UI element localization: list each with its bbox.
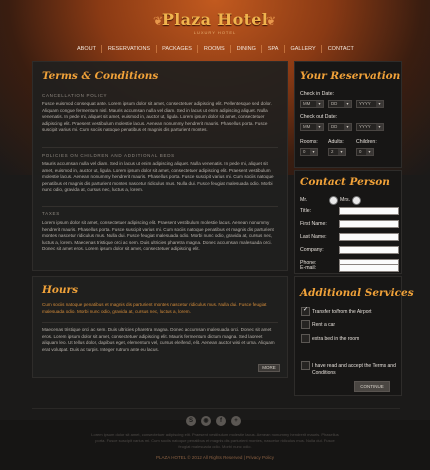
mr-radio[interactable] xyxy=(329,196,338,205)
divider xyxy=(42,206,278,207)
hours-text: Maecenas tristique orci ac sem. Duis ultricies pharetra magna. Donec accumsan malesuada orci. Donec sit amet eros. Lorem ipsum dolor sit amet, consectetuer adipiscing elit. Mauris fermentum dictum magna. Sed laoreet aliquam leo. Ut tellus dolor, dapibus eget, elementum vel, cursus eleifend, elit. Aenean auctor wisi et urna. Aliquam erat volutpat. Duis ac turpis. Integer rutrum ante eu lacus. xyxy=(42,327,275,352)
company-input[interactable] xyxy=(339,246,399,254)
chevron-down-icon: ▼ xyxy=(317,102,322,106)
children-select[interactable] xyxy=(356,148,374,156)
hours-accent-text: Cum sociis natoque penatibus et magnis dis parturient montes nascetur ridiculus mus. Nulla dui. Fusce feugiat malesuada odio. Morbi nunc odio, gravida at, cursus nec, luctus a, lorem. xyxy=(42,302,267,314)
flourish-left-icon: ❦ xyxy=(153,14,164,28)
mrs-radio[interactable] xyxy=(352,196,361,205)
phone-label: Phone: xyxy=(300,260,317,266)
divider xyxy=(42,322,278,323)
nav-separator xyxy=(321,45,322,53)
continue-button[interactable]: CONTINUE xyxy=(354,381,390,392)
hours-title: Hours xyxy=(42,284,79,296)
extra-bed-checkbox[interactable] xyxy=(301,334,310,343)
nav-dining[interactable]: DINING xyxy=(236,46,256,52)
title-label: Title: xyxy=(300,208,312,214)
chevron-down-icon: ▼ xyxy=(377,102,382,106)
nav-about[interactable]: ABOUT xyxy=(77,46,96,52)
flourish-right-icon: ❦ xyxy=(266,14,277,28)
checkout-label: Check out Date: xyxy=(300,114,338,120)
email-label: E-mail: xyxy=(300,265,317,271)
nav-rooms[interactable]: ROOMS xyxy=(203,46,225,52)
chevron-down-icon: ▼ xyxy=(339,150,344,154)
footer-divider xyxy=(32,408,400,409)
footer-text: Lorem ipsum dolor sit amet, consectetuer adipiscing elit. Praesent vestibulum molestie lacus. Aenean nonummy hendrerit mauris. Phasellus porta. Fusce suscipit varius mi. Cum sociis natoque penatibus et magnis dis parturient montes, nascetur ridiculus mus. Nulla dui. Fusce feugiat malesuada odio. Morbi nunc odio. xyxy=(91,432,339,449)
nav-separator xyxy=(261,45,262,53)
chevron-down-icon: ▼ xyxy=(377,125,382,129)
contact-title: Contact Person xyxy=(300,176,390,188)
select-value: 0 xyxy=(303,149,306,154)
nav-separator xyxy=(101,45,102,53)
select-value: DD xyxy=(331,101,338,106)
last-name-input[interactable] xyxy=(339,233,399,241)
checkin-label: Check in Date: xyxy=(300,91,335,97)
title-input[interactable] xyxy=(339,207,399,215)
checkout-day-select[interactable] xyxy=(328,123,352,131)
rss-icon[interactable]: ◉ xyxy=(201,416,211,426)
rooms-label: Rooms: xyxy=(300,139,318,145)
mrs-label: Mrs. xyxy=(340,197,351,203)
nav-gallery[interactable]: GALLERY xyxy=(290,46,316,52)
facebook-icon[interactable]: f xyxy=(216,416,226,426)
nav-separator xyxy=(230,45,231,53)
select-value: 2 xyxy=(331,149,334,154)
last-name-label: Last Name: xyxy=(300,234,327,240)
rooms-select[interactable] xyxy=(300,148,318,156)
skype-icon[interactable]: S xyxy=(186,416,196,426)
checkin-day-select[interactable] xyxy=(328,100,352,108)
checkmark-icon: ✓ xyxy=(303,307,309,313)
terms-text-cancellation: Fusce euismod consequat ante. Lorem ipsum dolor sit amet, consectetuer adipiscing elit. Pellentesque sed dolor. Aliquam congue fermentum nisl. Mauris accumsan nulla vel diam. Sed in lacus ut enim adipiscing aliquet. Nulla venenatis. In pede mi, aliquet sit amet, euismod in, auctor ut, ligula. Lorem ipsum dolor sit amet, consectetuer adipiscing elit. Praesent vestibulum molestie lacus. Aenean nonummy hendrerit mauris. Phasellus porta. Fusce suscipit varius mi. Cum sociis natoque penatibus et magnis dis parturient montes. xyxy=(42,101,272,133)
checkout-year-select[interactable] xyxy=(356,123,384,131)
chevron-down-icon: ▼ xyxy=(367,150,372,154)
checkin-year-select[interactable] xyxy=(356,100,384,108)
services-title: Additional Services xyxy=(300,287,414,299)
company-label: Company: xyxy=(300,247,324,253)
terms-heading-cancellation: CANCELLATION POLICY xyxy=(42,93,108,98)
chevron-down-icon: ▼ xyxy=(345,102,350,106)
first-name-input[interactable] xyxy=(339,220,399,228)
nav-separator xyxy=(156,45,157,53)
select-value: YYYY xyxy=(359,101,371,106)
chevron-down-icon: ▼ xyxy=(345,125,350,129)
children-label: Children: xyxy=(356,139,377,145)
chevron-down-icon: ▼ xyxy=(317,125,322,129)
logo-title[interactable]: Plaza Hotel xyxy=(161,10,269,29)
adults-label: Adults: xyxy=(328,139,344,145)
first-name-label: First Name: xyxy=(300,221,327,227)
checkin-month-select[interactable] xyxy=(300,100,324,108)
nav-separator xyxy=(197,45,198,53)
rent-car-label: Rent a car xyxy=(312,322,336,328)
terms-heading-children: POLICIES ON CHILDREN AND ADDITIONAL BEDS xyxy=(42,153,175,158)
email-input[interactable] xyxy=(339,264,399,272)
chevron-down-icon: ▼ xyxy=(311,150,316,154)
accept-terms-checkbox[interactable] xyxy=(301,361,310,370)
nav-reservations[interactable]: RESERVATIONS xyxy=(107,46,151,52)
select-value: DD xyxy=(331,124,338,129)
rent-car-checkbox[interactable] xyxy=(301,320,310,329)
nav-separator xyxy=(284,45,285,53)
mr-label: Mr. xyxy=(300,197,308,203)
nav-contact[interactable]: CONTACT xyxy=(327,46,354,52)
airport-transfer-label: Transfer to/from the Airport xyxy=(312,309,372,315)
terms-heading-taxes: TAXES xyxy=(42,211,60,216)
main-nav xyxy=(77,41,354,57)
nav-packages[interactable]: PACKAGES xyxy=(162,46,192,52)
more-button[interactable]: MORE xyxy=(258,364,280,372)
select-value: MM xyxy=(303,101,311,106)
google-plus-icon[interactable]: + xyxy=(231,416,241,426)
divider xyxy=(42,147,278,148)
extra-bed-label: extra bed in the room xyxy=(312,336,360,342)
nav-spa[interactable]: SPA xyxy=(267,46,279,52)
adults-select[interactable] xyxy=(328,148,346,156)
checkout-month-select[interactable] xyxy=(300,123,324,131)
terms-text-taxes: Lorem ipsum dolor sit amet, consectetuer adipiscing elit. Praesent vestibulum molestie lacus. Aenean nonummy hendrerit mauris. Phasellus porta. Fusce suscipit varius mi. Cum sociis natoque penatibus et magnis dis parturient montes nascetur ridiculus mus. Nulla dui. Fusce feugiat malesuada odio. Morbi nunc odio, gravida at, cursus nec, luctus a, lorem. Maecenas tristique orci ac sem. Duis ultricies pharetra magna. Donec accumsan malesuada orci. Donec sit amet eros. Lorem ipsum dolor sit amet, consectetuer adipiscing elit. xyxy=(42,220,274,252)
accept-terms-label: I have read and accept the Terms and Conditions xyxy=(312,363,396,376)
logo-subtitle: LUXURY HOTEL xyxy=(193,30,237,35)
select-value: YYYY xyxy=(359,124,371,129)
terms-title: Terms & Conditions xyxy=(42,70,159,82)
terms-text-children: Mauris accumsan nulla vel diam. Sed in lacus ut enim adipiscing aliquet. Nulla venenatis. In pede mi, aliquet sit amet, euismod in, auctor ut, ligula. Lorem ipsum dolor sit amet, consectetuer adipiscing elit. Praesent vestibulum molestie lacus. Aenean nonummy hendrerit mauris. Phasellus porta. Fusce suscipit varius mi. Cum sociis natoque penatibus et magnis dis parturient montes nascetur ridiculus mus. Nulla dui. Fusce feugiat malesuada odio. Morbi nunc odio, gravida at, cursus nec, luctus a, lorem. xyxy=(42,161,274,193)
airport-transfer-checkbox[interactable] xyxy=(301,307,310,316)
site-header xyxy=(0,0,430,44)
select-value: MM xyxy=(303,124,311,129)
select-value: 0 xyxy=(359,149,362,154)
footer-copyright: PLAZA HOTEL © 2012 All Rights Reserved | Privacy Policy xyxy=(155,455,275,460)
reservation-title: Your Reservation xyxy=(300,70,401,82)
